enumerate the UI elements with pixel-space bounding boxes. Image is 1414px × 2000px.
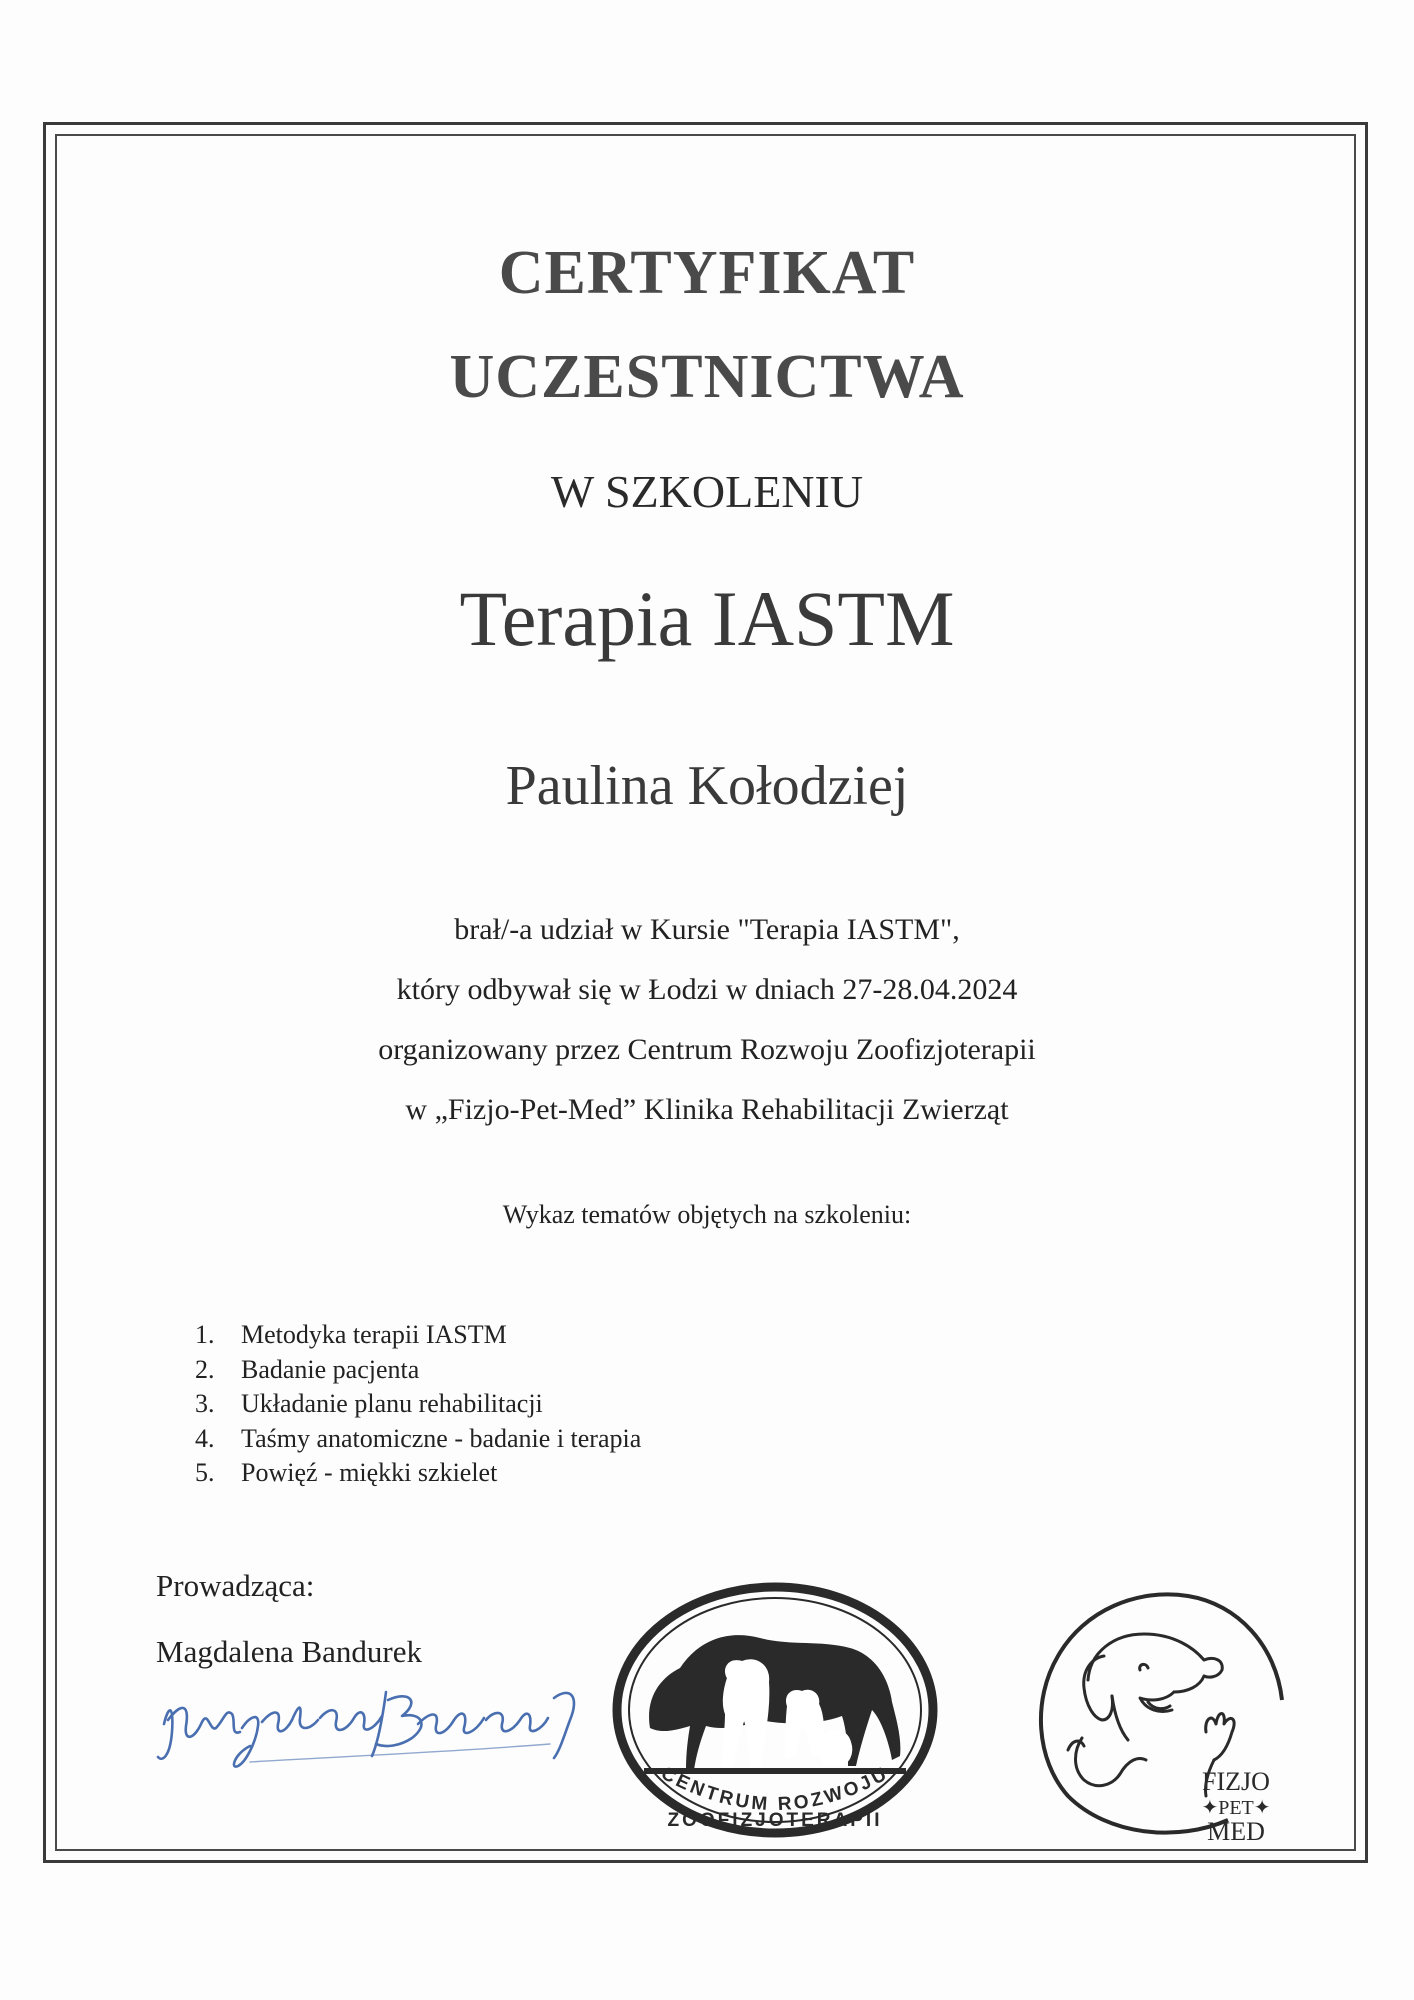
leader-name: Magdalena Bandurek [156,1634,422,1669]
body-line: który odbywał się w Łodzi w dniach 27-28.04.2024 [396,973,1018,1006]
crz-logo-line2: ZOOFIZJOTERAPII [667,1810,883,1831]
topic-number: 2. [195,1354,215,1384]
body-line: brał/-a udział w Kursie "Terapia IASTM", [454,913,960,946]
leader-label: Prowadząca: [156,1568,315,1603]
list-item [195,1318,641,1353]
centrum-rozwoju-logo [610,1578,940,1848]
certificate-subtitle: W SZKOLENIU [550,466,864,517]
body-line: w „Fizjo-Pet-Med” Klinika Rehabilitacji Zwierząt [405,1093,1009,1126]
topic-text: Taśmy anatomiczne - badanie i terapia [241,1423,642,1453]
list-item [195,1387,641,1422]
topic-text: Badanie pacjenta [241,1354,420,1384]
topic-number: 3. [195,1389,215,1418]
certificate-body [0,900,1414,1140]
topics-heading: Wykaz tematów objętych na szkoleniu: [502,1200,912,1229]
list-item [195,1422,641,1457]
topic-text: Układanie planu rehabilitacji [241,1389,543,1418]
body-line: organizowany przez Centrum Rozwoju Zoofizjoterapii [378,1033,1036,1066]
fpm-logo-line1: FIZJO [1202,1767,1270,1796]
topic-text: Metodyka terapii IASTM [241,1320,507,1349]
topic-number: 1. [195,1320,215,1349]
fpm-logo-line2: ✦PET✦ [1201,1797,1271,1819]
fizjo-pet-med-logo [1028,1560,1288,1850]
list-item [195,1353,641,1388]
course-name: Terapia IASTM [459,575,955,662]
topic-text: Powięź - miękki szkielet [241,1458,498,1487]
crz-logo-line1: CENTRUM ROZWOJU [657,1762,893,1816]
list-item [195,1456,641,1491]
topics-list [195,1318,641,1491]
certificate-title-line2: UCZESTNICTWA [449,343,965,411]
fpm-logo-line3: MED [1207,1817,1265,1846]
signature [150,1662,600,1782]
topic-number: 5. [195,1458,215,1487]
certificate-title-line1: CERTYFIKAT [498,239,916,307]
topic-number: 4. [195,1423,215,1453]
participant-name: Paulina Kołodziej [505,755,909,817]
